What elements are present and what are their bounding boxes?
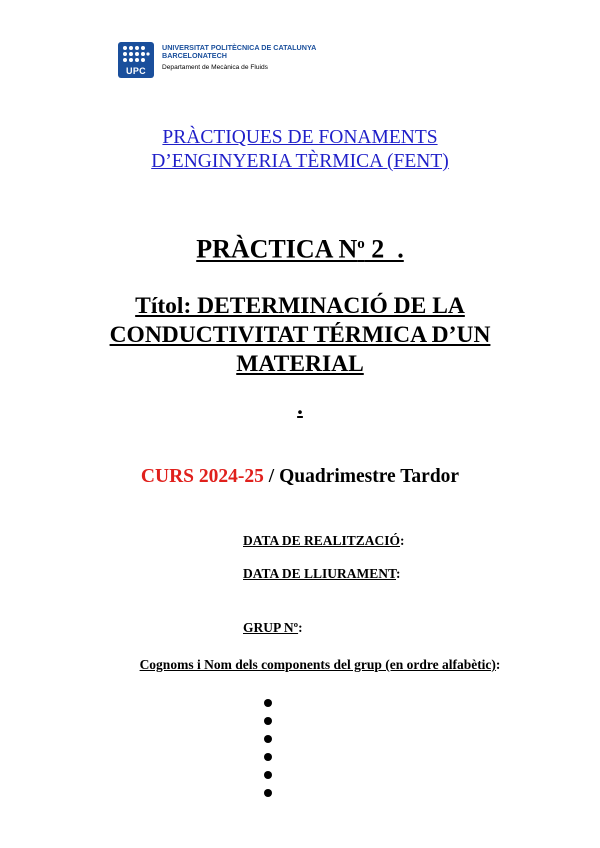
upc-logo-text: UPC <box>126 66 146 76</box>
university-name-line2: BARCELONATECH <box>162 51 227 60</box>
subject-title <box>0 126 600 174</box>
university-name <box>162 44 316 60</box>
subject-title-line1: PRÀCTIQUES DE FONAMENTS <box>162 127 438 148</box>
course-year: CURS 2024-25 <box>140 466 264 487</box>
practice-title-line3: MATERIAL <box>236 351 364 377</box>
practica-prefix: PRÀCTICA N <box>196 234 358 264</box>
field-data-realitzacio <box>243 533 405 549</box>
document-header <box>118 42 418 78</box>
department-name: Departament de Mecànica de Fluids <box>162 64 268 71</box>
member-bullet <box>263 713 273 731</box>
members-label-colon: : <box>495 657 501 672</box>
field-data-realitzacio-colon: : <box>400 533 405 548</box>
member-bullet <box>263 731 273 749</box>
field-data-lliurament-colon: : <box>396 566 401 581</box>
field-grup-label: GRUP Nº <box>243 620 299 635</box>
upc-logo-dots-icon <box>122 45 150 65</box>
field-data-lliurament <box>243 566 401 582</box>
course-separator: / <box>263 466 280 487</box>
practice-title-line2: CONDUCTIVITAT TÉRMICA D’UN <box>109 322 491 348</box>
field-grup <box>243 620 303 636</box>
members-label <box>0 657 600 673</box>
members-list <box>263 695 273 803</box>
member-bullet <box>263 785 273 803</box>
course-line <box>0 465 600 489</box>
member-bullet <box>263 749 273 767</box>
members-label-text: Cognoms i Nom dels components del grup (en ordre alfabètic) <box>139 657 496 672</box>
subject-title-line2: D’ENGINYERIA TÈRMICA (FENT) <box>151 151 449 172</box>
field-data-realitzacio-label: DATA DE REALITZACIÓ <box>243 533 401 548</box>
upc-logo <box>118 42 154 78</box>
field-data-lliurament-label: DATA DE LLIURAMENT <box>243 566 397 581</box>
practica-heading <box>0 229 600 265</box>
practice-title-line1: Títol: DETERMINACIÓ DE LA <box>135 293 465 319</box>
practice-title <box>0 292 600 379</box>
member-bullet <box>263 695 273 713</box>
practice-title-dot: . <box>297 394 303 419</box>
practica-ordinal: o <box>357 236 365 252</box>
university-name-line1: UNIVERSITAT POLITÈCNICA DE CATALUNYA <box>162 43 317 52</box>
field-grup-colon: : <box>298 620 303 635</box>
course-term: Quadrimestre Tardor <box>279 466 460 487</box>
member-bullet <box>263 767 273 785</box>
practica-number: 2 . <box>364 234 404 264</box>
